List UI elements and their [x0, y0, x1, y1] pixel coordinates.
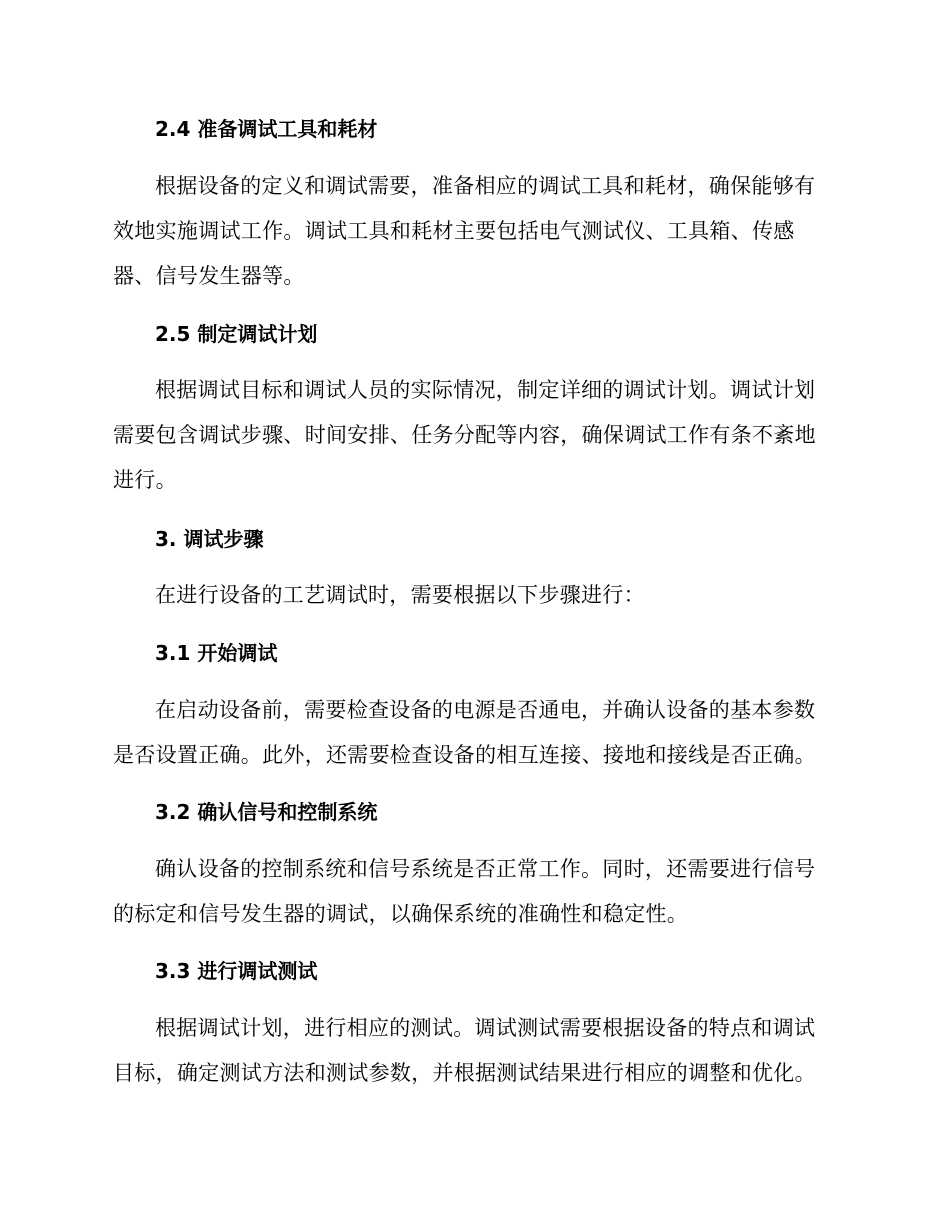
paragraph-line: 效地实施调试工作。调试工具和耗材主要包括电气测试仪、工具箱、传感 [113, 219, 795, 243]
paragraph-line: 需要包含调试步骤、时间安排、任务分配等内容，确保调试工作有条不紊地 [113, 423, 816, 447]
paragraph-line: 在进行设备的工艺调试时，需要根据以下步骤进行： [155, 583, 645, 607]
paragraph-line: 在启动设备前，需要检查设备的电源是否通电，并确认设备的基本参数 [155, 698, 816, 722]
section-paragraph [113, 688, 833, 778]
section-heading-text: 3.2 确认信号和控制系统 [155, 800, 378, 824]
paragraph-line: 进行。 [113, 468, 177, 492]
section-paragraph [113, 1006, 833, 1096]
paragraph-line: 的标定和信号发生器的调试，以确保系统的准确性和稳定性。 [113, 902, 689, 926]
section-heading-text: 2.4 准备调试工具和耗材 [155, 117, 378, 141]
section-heading-text: 3.3 进行调试测试 [155, 959, 318, 983]
paragraph-line: 目标，确定测试方法和测试参数，并根据测试结果进行相应的调整和优化。 [113, 1061, 816, 1085]
paragraph-line: 根据调试计划，进行相应的测试。调试测试需要根据设备的特点和调试 [155, 1016, 816, 1040]
paragraph-line: 器、信号发生器等。 [113, 264, 305, 288]
section-paragraph [113, 847, 833, 937]
paragraph-line: 根据调试目标和调试人员的实际情况，制定详细的调试计划。调试计划 [155, 378, 816, 402]
paragraph-line: 确认设备的控制系统和信号系统是否正常工作。同时，还需要进行信号 [155, 857, 816, 881]
paragraph-line: 根据设备的定义和调试需要，准备相应的调试工具和耗材，确保能够有 [155, 174, 816, 198]
section-heading-text: 2.5 制定调试计划 [155, 322, 318, 346]
section-heading-text: 3. 调试步骤 [155, 527, 264, 551]
section-heading-text: 3.1 开始调试 [155, 641, 278, 665]
section-paragraph [113, 164, 833, 299]
section-paragraph [113, 573, 833, 618]
section-paragraph [113, 368, 833, 503]
paragraph-line: 是否设置正确。此外，还需要检查设备的相互连接、接地和接线是否正确。 [113, 743, 816, 767]
